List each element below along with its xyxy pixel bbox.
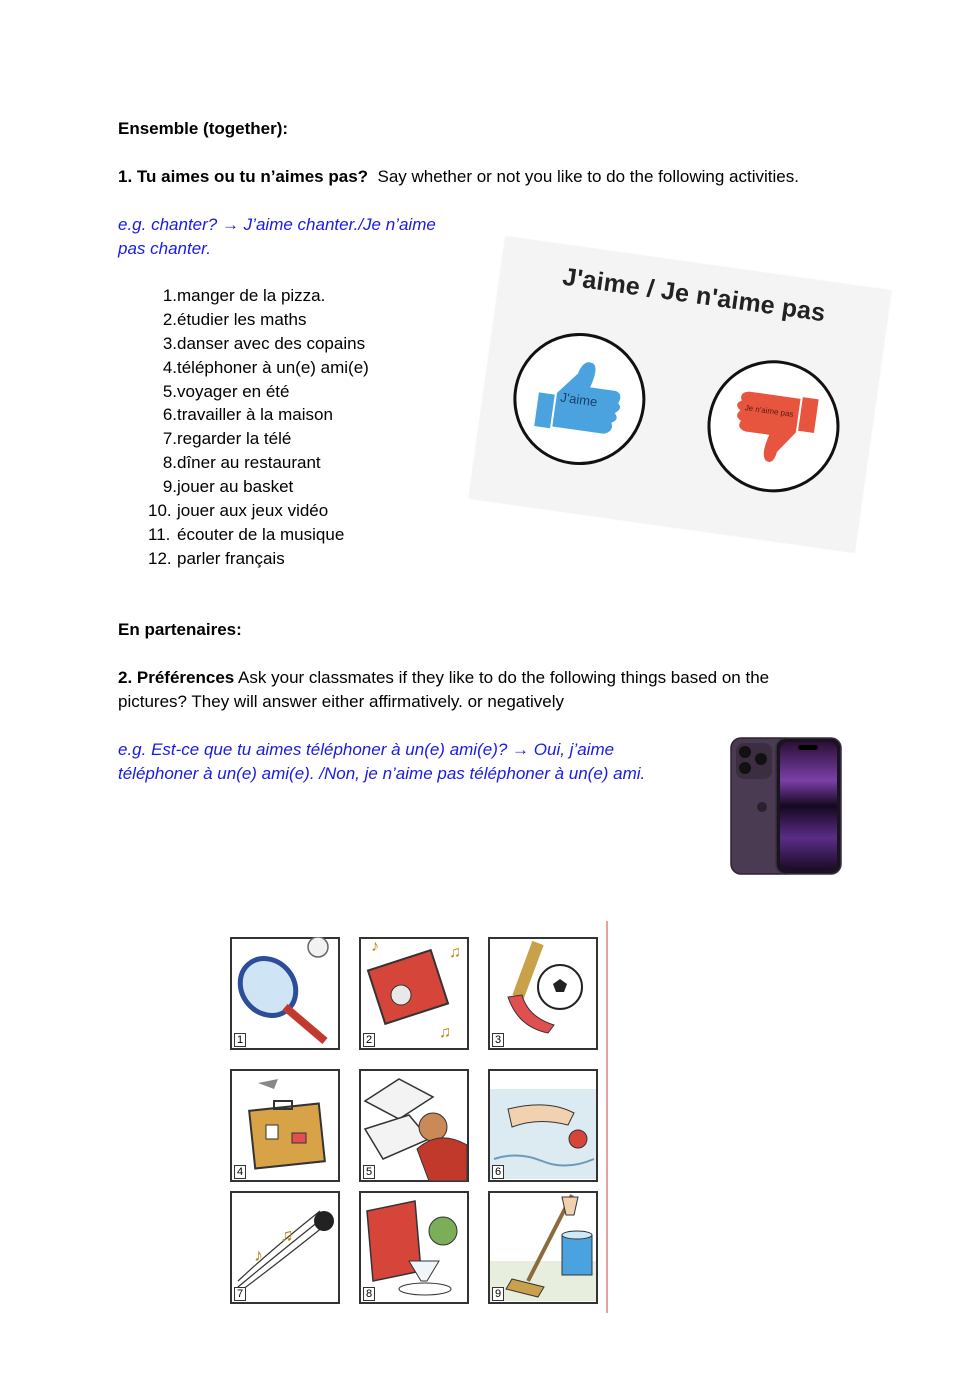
list-item-number: 10. (148, 501, 172, 521)
dislike-label: Je n'aime pas (744, 403, 795, 419)
soccer-ball-icon (488, 937, 598, 1050)
list-item-text: danser avec des copains (177, 333, 366, 353)
picture-cell (359, 937, 469, 1050)
picture-number: 8 (363, 1287, 375, 1301)
exercise2-prompt (118, 666, 818, 714)
thumbs-up-circle (505, 324, 654, 473)
thumbs-down-icon (702, 355, 844, 497)
exercise1-instruction: Say whether or not you like to do the following activities. (377, 167, 799, 186)
picture-number: 5 (363, 1165, 375, 1179)
radio-music-icon (359, 937, 469, 1050)
list-item-text: voyager en été (177, 381, 290, 401)
like-dislike-card-title: J'aime / Je n'aime pas (560, 262, 828, 328)
section1-heading: Ensemble (together): (118, 119, 289, 138)
thumbs-down-circle (699, 352, 848, 501)
picture-cell (230, 1069, 340, 1182)
picture-number: 3 (492, 1033, 504, 1047)
list-item-text: jouer au basket (177, 477, 294, 497)
list-item (118, 451, 369, 475)
list-item (118, 308, 369, 332)
picture-number: 7 (234, 1287, 246, 1301)
swimming-icon (488, 1069, 598, 1182)
list-item-text: travailler à la maison (177, 405, 333, 425)
list-item-text: écouter de la musique (177, 524, 345, 544)
list-item-text: parler français (177, 548, 285, 568)
picture-cell (359, 1191, 469, 1304)
exercise2-title: 2. Préférences (118, 668, 235, 687)
list-item-text: manger de la pizza. (177, 286, 326, 305)
tennis-racket-icon (230, 937, 340, 1050)
svg-text:♪: ♪ (254, 1245, 263, 1265)
picture-cell (488, 937, 598, 1050)
picture-number: 4 (234, 1165, 246, 1179)
list-item (118, 332, 369, 356)
list-item-number: 3. (162, 333, 177, 353)
exercise1-example-line2: pas chanter. (118, 239, 211, 258)
picture-cell (230, 937, 340, 1050)
exercise1-title: 1. Tu aimes ou tu n’aimes pas? (118, 167, 369, 186)
list-item-text: regarder la télé (177, 429, 292, 449)
list-item (118, 499, 369, 523)
list-item-number: 6. (162, 405, 177, 425)
list-item (118, 475, 369, 499)
picture-cell (488, 1069, 598, 1182)
list-item (118, 356, 369, 380)
activities-picture-grid (216, 921, 608, 1313)
list-item-text: téléphoner à un(e) ami(e) (177, 357, 369, 377)
list-item (118, 380, 369, 404)
exercise2-example-line1: e.g. Est-ce que tu aimes téléphoner à un(e) ami(e)? → Oui, j’aime (118, 740, 615, 759)
picture-number: 2 (363, 1033, 375, 1047)
list-item-text: dîner au restaurant (177, 453, 321, 473)
list-item-number: 12. (148, 548, 172, 568)
list-item-number: 8. (162, 453, 177, 473)
like-dislike-card (468, 236, 891, 553)
exercise2-example-line2: téléphoner à un(e) ami(e). /Non, je n’aime pas téléphoner à un(e) ami. (118, 764, 646, 783)
exercise2-instruction-line1: Ask your classmates if they like to do the following things based on the (238, 668, 770, 687)
reading-book-icon (359, 1069, 469, 1182)
list-item (118, 427, 369, 451)
list-item (118, 284, 369, 308)
like-label: J'aime (559, 389, 599, 410)
list-item-number: 9. (162, 477, 177, 497)
picture-cell (488, 1191, 598, 1304)
music-notes-icon (230, 1191, 340, 1304)
list-item-number: 1. (162, 286, 177, 305)
list-item (118, 523, 369, 547)
list-item (118, 403, 369, 427)
suitcase-travel-icon (230, 1069, 340, 1182)
activities-list (118, 284, 369, 571)
exercise2-instruction-line2: pictures? They will answer either affirmatively. or negatively (118, 692, 564, 711)
mop-cleaning-icon (488, 1191, 598, 1304)
smartphone-image (730, 737, 842, 875)
picture-cell (230, 1191, 340, 1304)
svg-text:♫: ♫ (280, 1225, 294, 1245)
list-item-text: jouer aux jeux vidéo (177, 501, 329, 521)
list-item-number: 11. (148, 524, 171, 544)
svg-text:♫: ♫ (439, 1024, 451, 1041)
list-item-number: 4. (162, 357, 177, 377)
svg-text:♫: ♫ (449, 944, 461, 961)
list-item-text: étudier les maths (177, 309, 307, 329)
list-item-number: 7. (162, 429, 177, 449)
list-item (118, 547, 369, 571)
section2-heading: En partenaires: (118, 620, 242, 639)
picture-cell (359, 1069, 469, 1182)
list-item-number: 5. (162, 381, 177, 401)
exercise1-example-line1: e.g. chanter? → J’aime chanter./Je n’aime (118, 215, 436, 234)
svg-text:♪: ♪ (371, 938, 379, 955)
exercise1-prompt (118, 165, 799, 189)
restaurant-menu-icon (359, 1191, 469, 1304)
picture-number: 9 (492, 1287, 504, 1301)
picture-number: 6 (492, 1165, 504, 1179)
picture-number: 1 (234, 1033, 246, 1047)
list-item-number: 2. (162, 309, 177, 329)
